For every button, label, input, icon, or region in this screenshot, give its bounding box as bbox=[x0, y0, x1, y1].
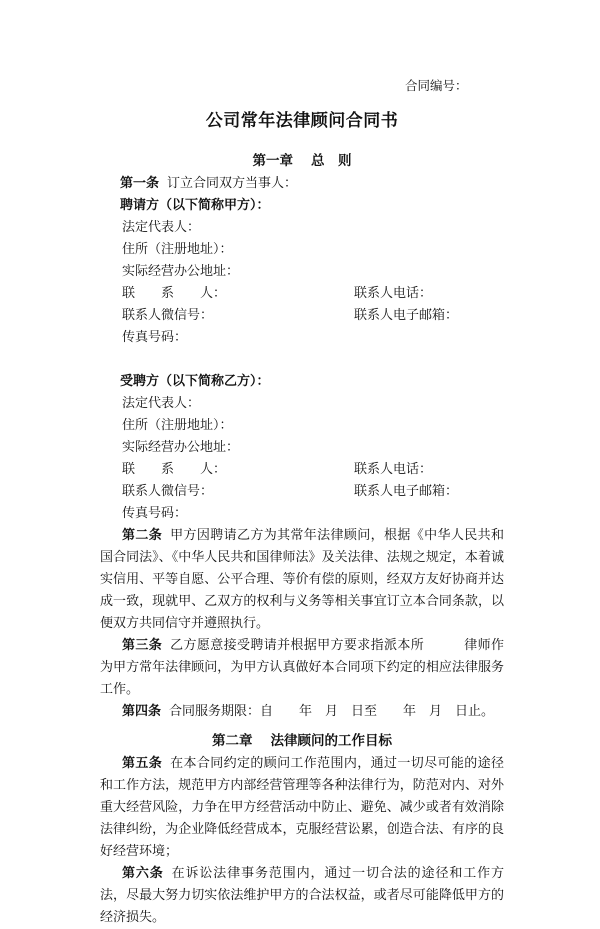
article-3-label: 第三条 bbox=[122, 638, 163, 653]
article-2 bbox=[100, 525, 504, 635]
article-1-text: 订立合同双方当事人： bbox=[167, 176, 298, 191]
article-3 bbox=[100, 635, 504, 701]
contract-number-label: 合同编号： bbox=[405, 78, 468, 93]
party-b-email: 联系人电子邮箱： bbox=[354, 484, 459, 499]
party-a-address: 住所（注册地址）： bbox=[122, 242, 233, 257]
chapter-2-heading bbox=[100, 729, 504, 749]
article-6-label: 第六条 bbox=[122, 866, 164, 881]
blank-line bbox=[100, 349, 504, 371]
party-a-fax: 传真号码： bbox=[122, 330, 188, 345]
party-b-office: 实际经营办公地址： bbox=[122, 440, 240, 455]
chapter-2-name: 法律顾问的工作目标 bbox=[270, 733, 392, 749]
chapter-1-number: 第一章 bbox=[252, 153, 293, 169]
document-title: 公司常年法律顾问合同书 bbox=[205, 111, 399, 131]
article-6 bbox=[100, 863, 504, 929]
party-a-wechat: 联系人微信号： bbox=[122, 308, 214, 323]
party-b-wechat: 联系人微信号： bbox=[122, 484, 214, 499]
article-1 bbox=[100, 173, 504, 195]
article-2-label: 第二条 bbox=[122, 528, 163, 543]
party-a-wechat-row bbox=[100, 305, 504, 327]
chapter-2-number: 第二章 bbox=[212, 733, 253, 749]
party-a-office: 实际经营办公地址： bbox=[122, 264, 240, 279]
party-b-contact-row bbox=[100, 459, 504, 481]
article-4-text: 合同服务期限：自 年 月 日至 年 月 日止。 bbox=[169, 704, 495, 719]
article-3-text: 乙方愿意接受聘请并根据甲方要求指派本所 律师作为甲方常年法律顾问，为甲方认真做好本合同项下约定的相应法律服务工作。 bbox=[100, 638, 504, 697]
party-b-legal-rep: 法定代表人： bbox=[122, 396, 201, 411]
article-5 bbox=[100, 753, 504, 863]
party-a-contact-row bbox=[100, 283, 504, 305]
party-b-heading: 受聘方（以下简称乙方）： bbox=[120, 374, 270, 389]
party-a-contact: 联 系 人： bbox=[122, 286, 227, 301]
chapter-1-name: 总 则 bbox=[311, 153, 352, 169]
party-a-heading: 聘请方（以下简称甲方）： bbox=[120, 198, 270, 213]
party-b-contact-phone: 联系人电话： bbox=[354, 462, 433, 477]
party-a-email: 联系人电子邮箱： bbox=[354, 308, 459, 323]
article-6-text: 在诉讼法律事务范围内，通过一切合法的途径和工作方法，尽最大努力切实依法维护甲方的合法权益，或者尽可能降低甲方的经济损失。 bbox=[100, 866, 504, 925]
party-a-contact-phone: 联系人电话： bbox=[354, 286, 433, 301]
article-1-label: 第一条 bbox=[120, 176, 160, 191]
article-5-label: 第五条 bbox=[122, 756, 163, 771]
party-a-legal-rep: 法定代表人： bbox=[122, 220, 201, 235]
party-b-fax: 传真号码： bbox=[122, 506, 188, 521]
article-5-text: 在本合同约定的顾问工作范围内，通过一切尽可能的途径和工作方法，规范甲方内部经营管理等各种法律行为，防范对内、对外重大经营风险，力争在甲方经营活动中防止、避免、减少或者有效消除法律纠纷，为企业降低经营成本，克服经营讼累，创造合法、有序的良好经营环境； bbox=[100, 756, 504, 859]
party-b-wechat-row bbox=[100, 481, 504, 503]
article-4-label: 第四条 bbox=[122, 704, 162, 719]
party-b-address: 住所（注册地址）： bbox=[122, 418, 233, 433]
article-2-text: 甲方因聘请乙方为其常年法律顾问，根据《中华人民共和国合同法》、《中华人民共和国律师法》及关法律、法规之规定，本着诚实信用、平等自愿、公平合理、等价有偿的原则，经双方友好协商并达成一致，现就甲、乙双方的权利与义务等相关事宜订立本合同条款，以便双方共同信守并遵照执行。 bbox=[100, 528, 504, 631]
party-b-contact: 联 系 人： bbox=[122, 462, 227, 477]
chapter-1-heading bbox=[100, 149, 504, 169]
article-4 bbox=[100, 701, 504, 723]
